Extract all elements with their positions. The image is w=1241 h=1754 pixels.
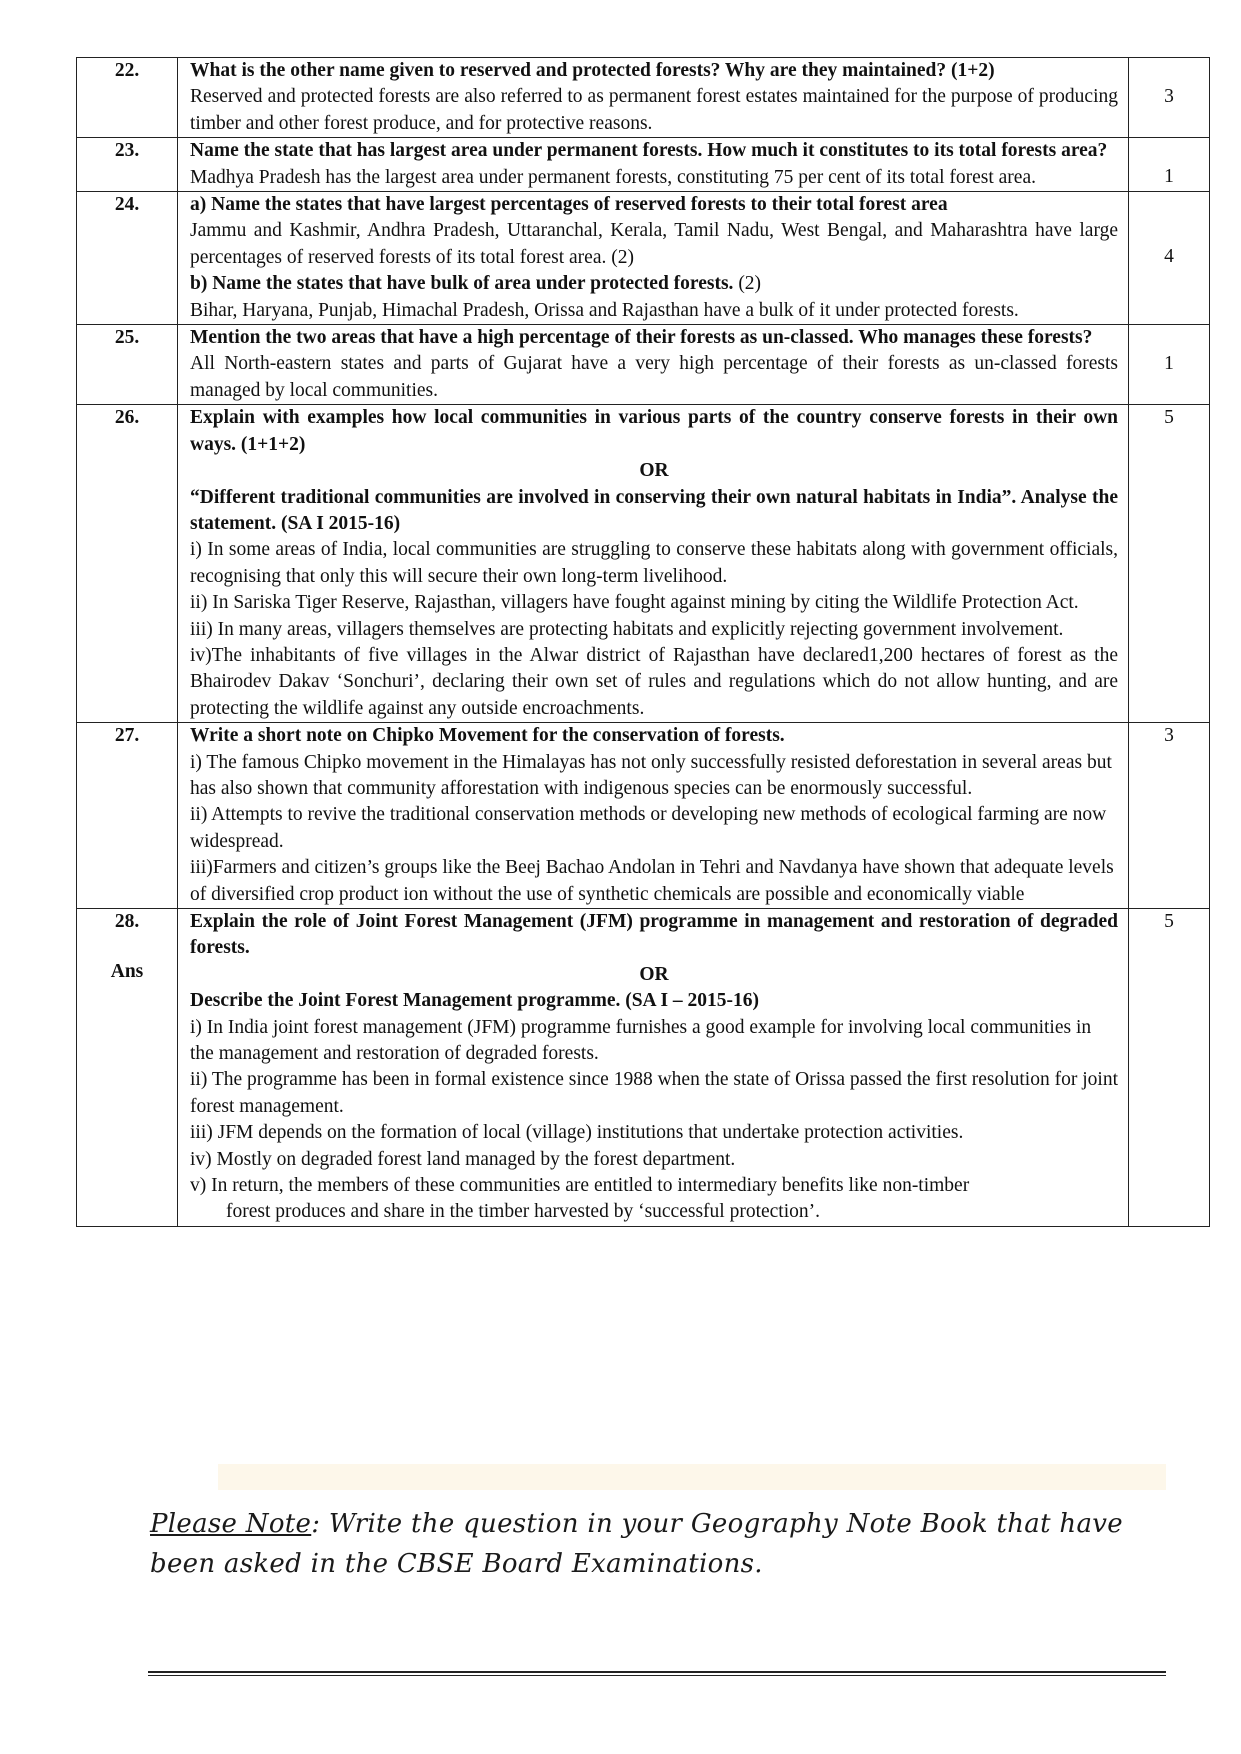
note-label: Please Note <box>150 1509 312 1539</box>
answer-point: i) In India joint forest management (JFM) programme furnishes a good example for involving local communities in the management and restoration of degraded forests. <box>190 1016 1092 1065</box>
footer-rule <box>148 1671 1166 1673</box>
answer-text: Reserved and protected forests are also referred to as permanent forest estates maintained for the purpose of producing timber and other forest produce, and for protective reasons. <box>190 86 1118 134</box>
question-body <box>178 723 1129 909</box>
marks-cell <box>1129 723 1210 909</box>
question-number-cell <box>77 909 178 1227</box>
note-text: : Write the question in your Geography Note Book that have been asked in the CBSE Board Examinations. <box>150 1509 1123 1579</box>
table-row <box>77 58 1210 138</box>
question-text-a: a) Name the states that have largest percentages of reserved forests to their total forest area <box>190 194 948 216</box>
or-separator: OR <box>639 963 669 985</box>
question-b-line <box>190 271 1118 297</box>
question-number: 24. <box>77 192 178 325</box>
answer-text: All North-eastern states and parts of Gujarat have a very high percentage of their forests as un-classed forests managed by local communities. <box>190 353 1118 401</box>
question-alt-text: Describe the Joint Forest Management programme. (SA I – 2015-16) <box>190 990 760 1012</box>
table-row <box>77 192 1210 325</box>
marks-value: 5 <box>1164 911 1174 932</box>
marks-value: 4 <box>1164 246 1174 268</box>
answer-point: iv) Mostly on degraded forest land managed by the forest department. <box>190 1148 736 1170</box>
answer-point-continuation: forest produces and share in the timber harvested by ‘successful protection’. <box>226 1201 821 1223</box>
answer-point: ii) Attempts to revive the traditional conservation methods or developing new methods of ecological farming are now widespread. <box>190 804 1107 852</box>
ans-label: Ans <box>110 961 144 983</box>
or-separator: OR <box>639 460 669 482</box>
note-paragraph <box>150 1504 1160 1584</box>
answer-table <box>76 57 1210 1227</box>
table-row <box>77 909 1210 1227</box>
answer-point-first-line: v) In return, the members of these communities are entitled to intermediary benefits like non-timber <box>190 1175 970 1197</box>
answer-text-a: Jammu and Kashmir, Andhra Pradesh, Uttaranchal, Kerala, Tamil Nadu, West Bengal, and Maharashtra have large percentages of reserved forests of its total forest area. (2) <box>190 220 1118 268</box>
question-b-marks: (2) <box>733 273 762 295</box>
answer-point: iv)The inhabitants of five villages in the Alwar district of Rajasthan have declared1,200 hectares of forest as the Bhairodev Dakav ‘Sonchuri’, declaring their own set of rules and regulations which do not allow hunting, and are protecting the wildlife against any outside encroachments. <box>190 644 1118 719</box>
table-row <box>77 138 1210 192</box>
question-body <box>178 405 1129 723</box>
question-text: Explain with examples how local communities in various parts of the country conserve forests in their own ways. (1+1+2) <box>190 407 1118 455</box>
answer-point: iii)Farmers and citizen’s groups like the Beej Bachao Andolan in Tehri and Navdanya have shown that adequate levels of diversified crop product ion without the use of synthetic chemicals are possible and economically viable <box>190 857 1114 905</box>
marks-value: 5 <box>1164 407 1174 429</box>
question-number: 27. <box>77 723 178 909</box>
question-text-b: b) Name the states that have bulk of area under protected forests. <box>190 273 734 295</box>
table-row <box>77 325 1210 405</box>
question-number: 22. <box>77 58 178 138</box>
question-number: 26. <box>77 405 178 723</box>
question-body <box>178 192 1129 325</box>
marks-value: 1 <box>1164 353 1174 375</box>
marks-value: 3 <box>1164 86 1174 107</box>
answer-point: i) In some areas of India, local communities are struggling to conserve these habitats along with government officials, recognising that only this will secure their own long-term livelihood. <box>190 539 1118 587</box>
question-text: Explain the role of Joint Forest Management (JFM) programme in management and restoration of degraded forests. <box>190 911 1118 959</box>
question-body <box>178 325 1129 405</box>
marks-cell <box>1129 325 1210 405</box>
question-number: 25. <box>77 325 178 405</box>
marks-cell <box>1129 405 1210 723</box>
question-text: Write a short note on Chipko Movement for the conservation of forests. <box>190 725 785 747</box>
question-number: 23. <box>77 138 178 192</box>
question-body <box>178 138 1129 192</box>
question-text: What is the other name given to reserved and protected forests? Why are they maintained? (1+2) <box>190 60 995 81</box>
question-body <box>178 909 1129 1227</box>
marks-cell <box>1129 138 1210 192</box>
question-number: 28. <box>114 911 140 932</box>
marks-cell <box>1129 58 1210 138</box>
question-body <box>178 58 1129 138</box>
footer-rule-thin <box>148 1675 1166 1676</box>
answer-text: Madhya Pradesh has the largest area under permanent forests, constituting 75 per cent of its total forest area. <box>190 166 1036 188</box>
answer-point: i) The famous Chipko movement in the Himalayas has not only successfully resisted deforestation in several areas but has also shown that community afforestation with indigenous species can be enormously successful. <box>190 751 1112 799</box>
answer-point: ii) In Sariska Tiger Reserve, Rajasthan, villagers have fought against mining by citing the Wildlife Protection Act. <box>190 592 1079 614</box>
marks-value: 3 <box>1164 725 1174 747</box>
marks-value: 1 <box>1164 166 1174 188</box>
table-row <box>77 723 1210 909</box>
marks-cell <box>1129 909 1210 1227</box>
question-text: Name the state that has largest area under permanent forests. How much it constitutes to its total forests area? <box>190 140 1108 162</box>
table-row <box>77 405 1210 723</box>
marks-cell <box>1129 192 1210 325</box>
answer-text-b: Bihar, Haryana, Punjab, Himachal Pradesh, Orissa and Rajasthan have a bulk of it under protected forests. <box>190 299 1019 321</box>
answer-point: ii) The programme has been in formal existence since 1988 when the state of Orissa passed the first resolution for joint forest management. <box>190 1069 1118 1117</box>
answer-point: iii) In many areas, villagers themselves are protecting habitats and explicitly rejecting government involvement. <box>190 618 1064 640</box>
answer-point: iii) JFM depends on the formation of local (village) institutions that undertake protection activities. <box>190 1122 964 1144</box>
question-alt-text: “Different traditional communities are involved in conserving their own natural habitats in India”. Analyse the statement. (SA I 2015-16) <box>190 486 1118 534</box>
highlight-strip <box>218 1464 1166 1490</box>
question-text: Mention the two areas that have a high percentage of their forests as un-classed. Who manages these forests? <box>190 327 1093 349</box>
